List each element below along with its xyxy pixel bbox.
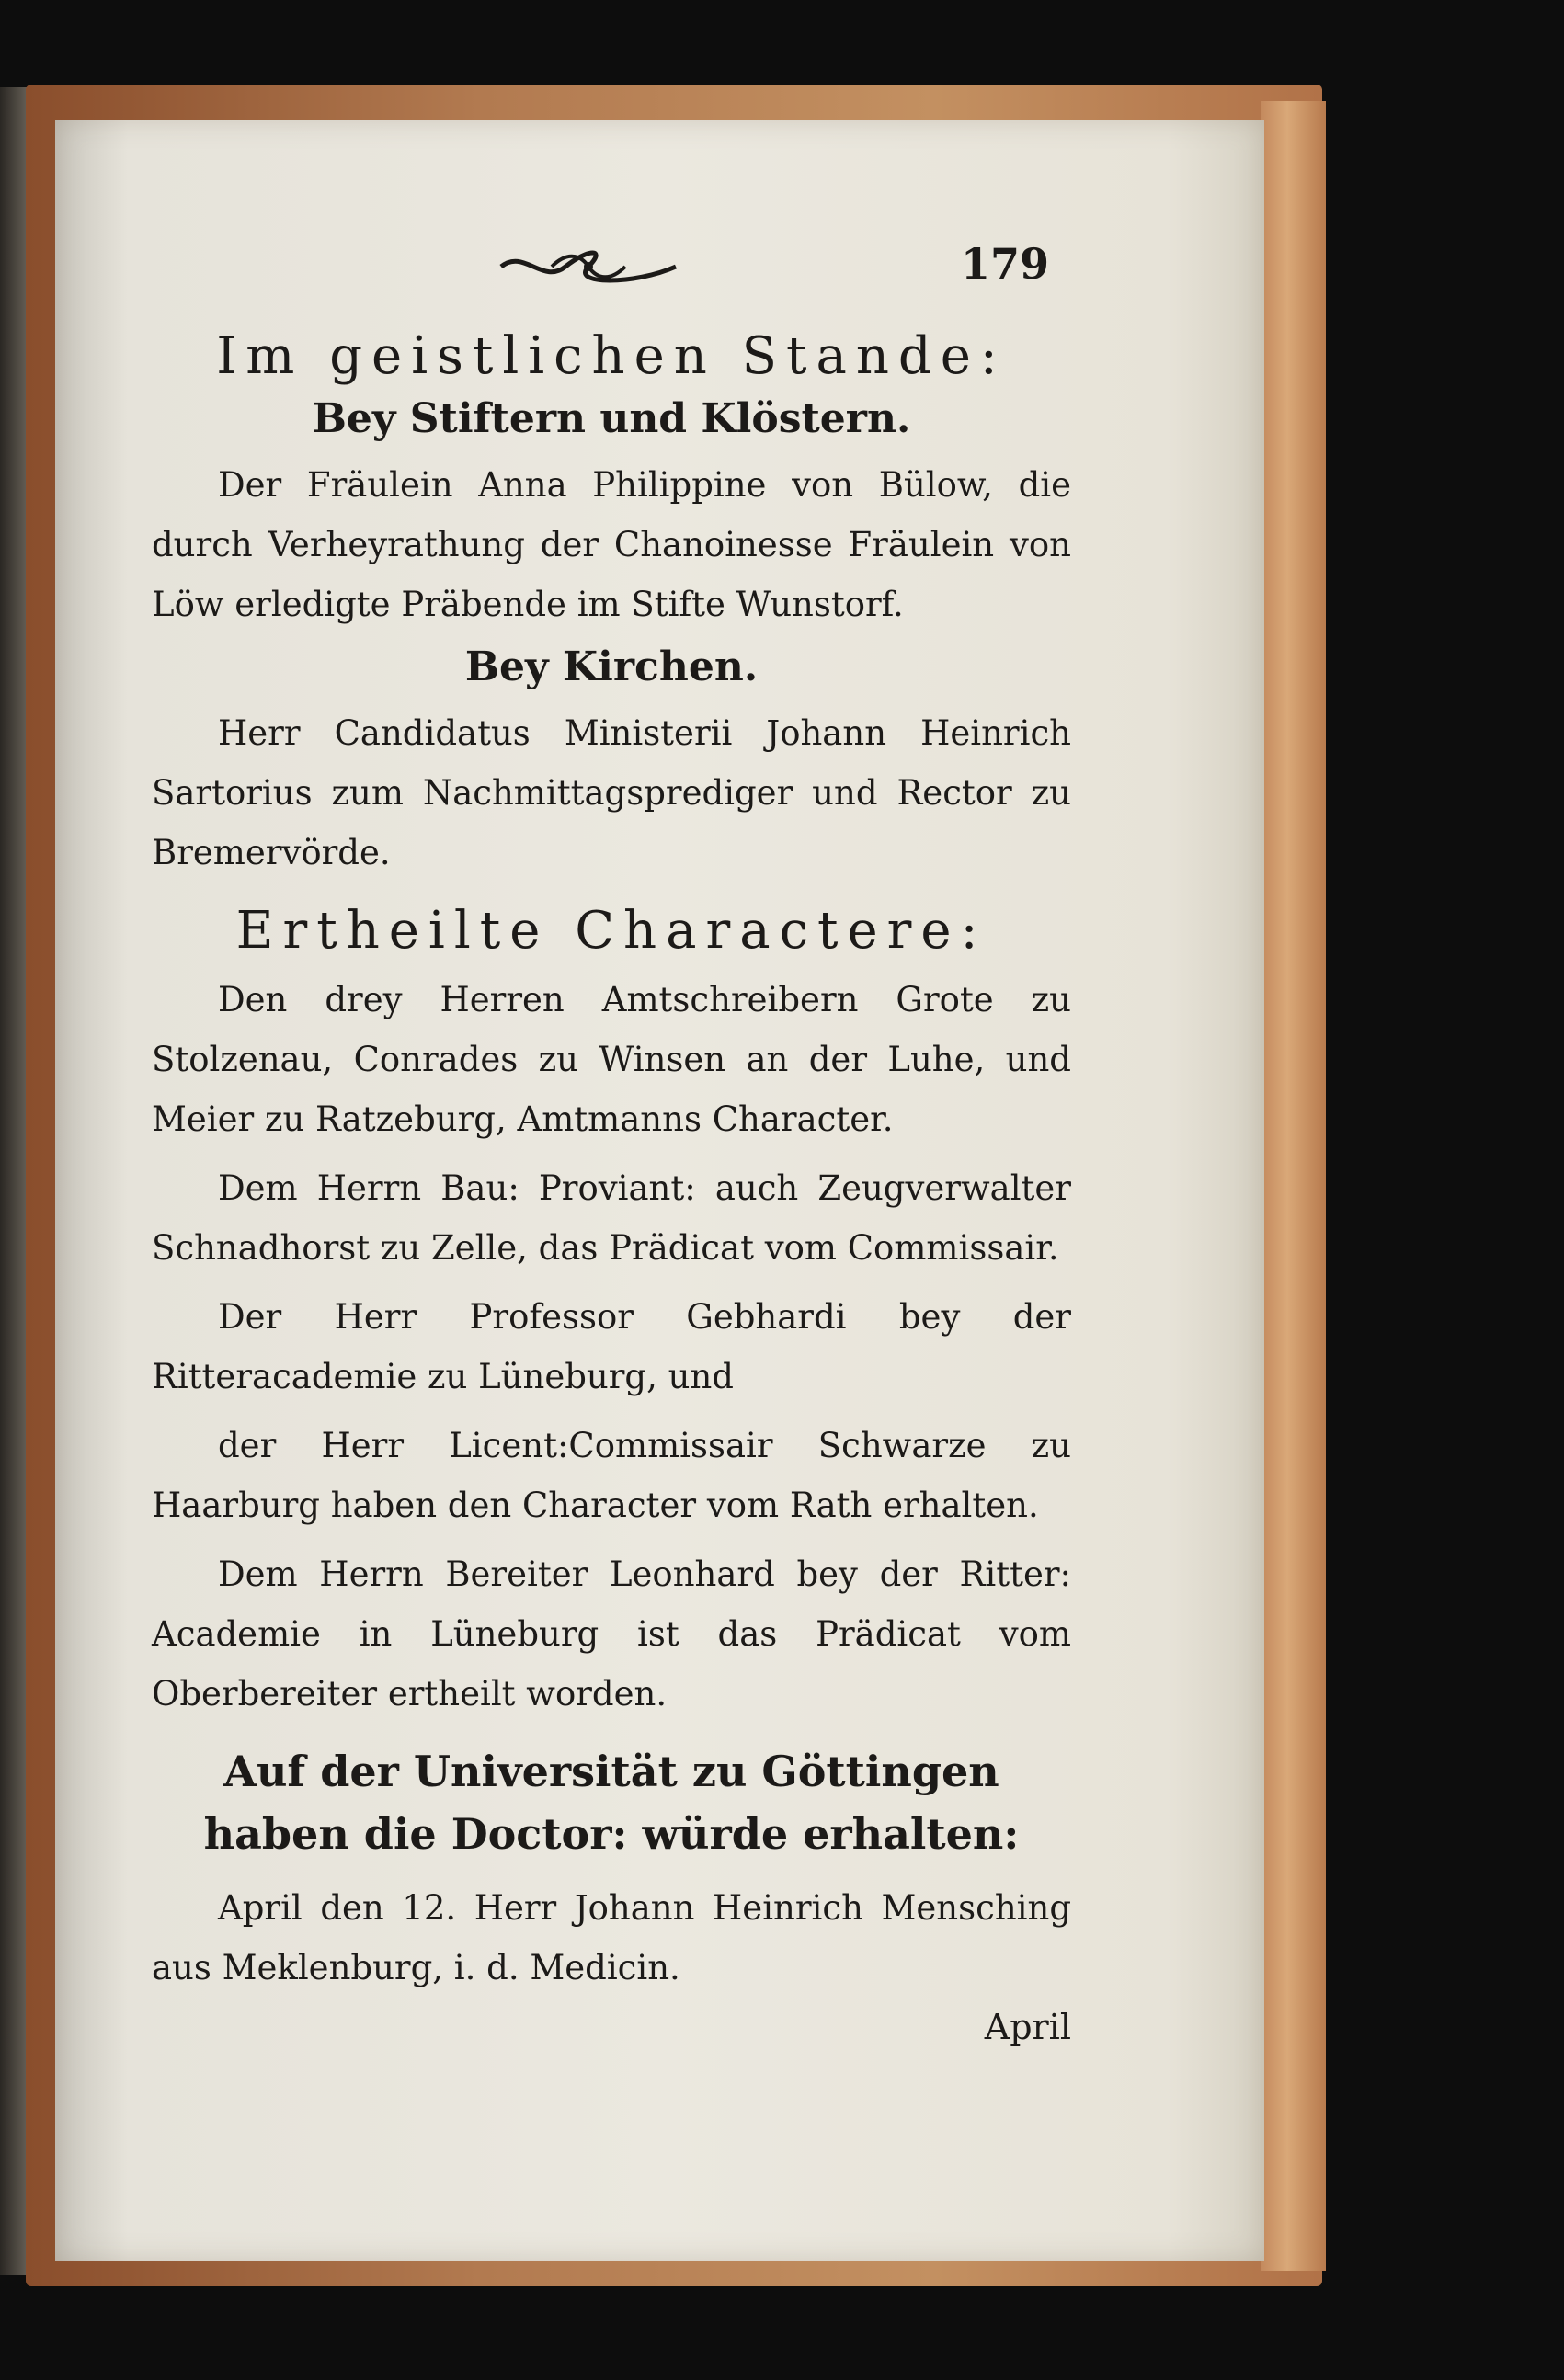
heading-goettingen: Auf der Universität zu Göttingen haben die Doctor: würde erhalten: [203,1747,1020,1859]
page-header [152,230,1071,308]
heading-characters: Ertheilte Charactere: [235,901,987,961]
paragraph-sartorius: Herr Candidatus Ministerii Johann Heinrich Sartorius zum Nachmittagsprediger und Rector zu Bremervörde. [152,713,1071,872]
ornament-icon [497,239,680,294]
paragraph-schnadhorst: Dem Herrn Bau: Proviant: auch Zeugverwalter Schnadhorst zu Zelle, das Prädicat vom Commissair. [152,1168,1071,1268]
heading-clergy: Im geistlichen Stande: [216,326,1007,386]
paragraph-mensching: April den 12. Herr Johann Heinrich Mensching aus Meklenburg, i. d. Medicin. [152,1888,1071,1987]
paragraph-schwarze: der Herr Licent:Commissair Schwarze zu Haarburg haben den Character vom Rath erhalten. [152,1426,1071,1525]
page-text [152,230,1071,2047]
page-number: 179 [961,239,1050,289]
book-cover-edge [1261,101,1326,2271]
paragraph-leonhard: Dem Herrn Bereiter Leonhard bey der Ritter: Academie in Lüneburg ist das Prädicat vom Oberbereiter ertheilt worden. [152,1554,1071,1714]
paragraph-amtschreiber: Den drey Herren Amtschreibern Grote zu Stolzenau, Conrades zu Winsen an der Luhe, und Meier zu Ratzeburg, Amtmanns Character. [152,980,1071,1139]
catchword: April [984,2007,1071,2047]
subheading-foundations: Bey Stiftern und Klöstern. [312,395,911,442]
paragraph-gebhardi: Der Herr Professor Gebhardi bey der Ritteracademie zu Lüneburg, und [152,1297,1071,1396]
subheading-churches: Bey Kirchen. [464,643,759,690]
paragraph-buelow: Der Fräulein Anna Philippine von Bülow, die durch Verheyrathung der Chanoinesse Fräulein von Löw erledigte Präbende im Stifte Wunstorf. [152,465,1071,624]
